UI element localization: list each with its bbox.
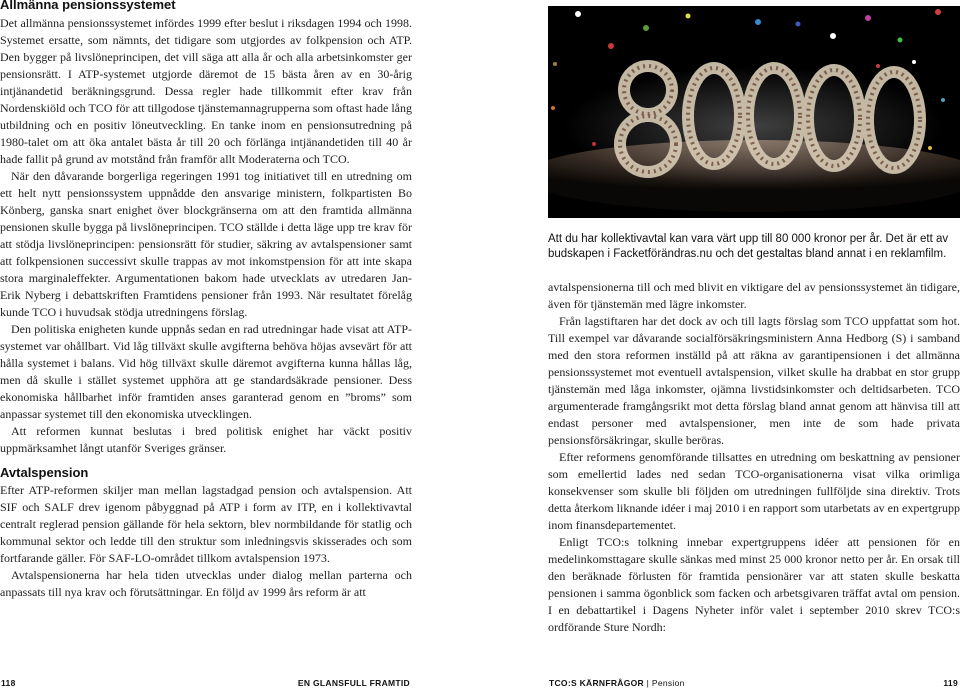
photo-caption: Att du har kollektivavtal kan vara värt upp till 80 000 kronor per år. Det är ett av budskapen i Facketförändras.nu och det gestaltas bland annat i en reklamfilm. <box>548 233 949 260</box>
paragraph: Från lagstiftaren har det dock av och till lagts förslag som TCO uppfattat som hot. Till exempel var dåvarande socialförsäkringsministern Anna Hedborg (S) i samband med den stora reformen inställd på att räkna av garantipensionen i det allmänna pensionssystemet mot eventuell avtalspension, vilket skulle ha drabbat en stor grupp tjänstemän med låga inkomster, ojämna livstidsinkomster och deltidsarbeten. TCO argumenterade framgångsrikt mot detta förslag bland annat genom att hänvisa till att endast personer med avtalspensioner, men inte de som hade privata pensionsförsäkringar, skulle beröras. <box>548 314 960 447</box>
paragraph: avtalspensionerna till och med blivit en viktigare del av pensionssystemet än tidigare, även för tjänstemän med lägre inkomster. <box>548 280 960 311</box>
running-title-separator: | <box>646 678 650 688</box>
stage-light-icon <box>575 11 581 17</box>
page-number-right: 119 <box>943 678 958 688</box>
paragraph: Att reformen kunnat beslutas i bred politisk enighet har väckt positiv uppmärksamhet långt utanför Sveriges gränser. <box>0 424 412 455</box>
paragraph: Enligt TCO:s tolkning innebar expertgruppens idéer att pensionen för en medelinkomsttagare skulle sänkas med minst 25 000 kronor netto per år. En orsak till den beräknade förlusten för framtida pensionärer var att staten skulle beskatta pensionen i samma ögonblick som facken och arbetsgivaren träffat avtal om pension. I en debattartikel i Dagens Nyheter inför valet i september 2010 skrev TCO:s ordförande Sture Nordh: <box>548 535 960 634</box>
paragraph: Det allmänna pensionssystemet infördes 1999 efter beslut i riksdagen 1994 och 1998. Systemet ersatte, som nämnts, det tidigare som utgjordes av folkpension och ATP. Den bygger på livslöneprincipen, det vill säga att alla år och alla arbetsinkomster ger pensionsrätt. I ATP-systemet utgjorde däremot de 15 bästa åren av en 30-årig intjänandetid beräkningsgrund. Dessa regler hade tillkommit efter krav från Nordenskiöld och TCO för att tillgodose tjänstemannagrupperna som oftast hade lång utbildning och en positiv löneutveckling. En tanke inom en pensionsutredning på 1980-talet om att öka antalet bästa år till 20 och förlänga intjänandetiden till 40 år hade fallit på grund av motstånd från framför allt Moderaterna och TCO. <box>0 16 412 166</box>
right-page <box>548 0 960 636</box>
running-title-left: EN GLANSFULL FRAMTID <box>297 678 410 688</box>
left-page-footer <box>0 678 412 693</box>
photo-people-forming-80000 <box>548 6 960 218</box>
running-title-right <box>549 678 685 688</box>
page-number-left: 118 <box>1 678 16 688</box>
right-page-footer <box>548 678 960 693</box>
paragraph: Efter ATP-reformen skiljer man mellan lagstadgad pension och avtalspension. Att SIF och SALF drev igenom påbyggnad på ATP i form av ITP, en i kollektivavtal centralt reglerad pension gällande för hela sektorn, blev normbildande för statlig och kommunal sektor och ledde till den struktur som inledningsvis skisserades och som fortfarande gäller. För SAF-LO-området tillkom avtalspension 1973. <box>0 483 412 565</box>
paragraph: Den politiska enigheten kunde uppnås sedan en rad utredningar hade visat att ATP-systemet var ohållbart. Vid låg tillväxt skulle avgifterna behöva höjas avsevärt för att hålla systemet i balans. Vid hög tillväxt skulle däremot avgifterna kunna hållas låg, men då skulle i stället systemet upphöra att ge standardsäkrade pensioner. Dess ekonomiska hållbarhet inför framtiden anses garanterad genom en ”broms” som anpassar systemet till den ekonomiska utvecklingen. <box>0 322 412 421</box>
section-heading-avtalspension: Avtalspension <box>0 465 89 480</box>
paragraph: Efter reformens genomförande tillsattes en utredning om beskattning av pensioner som emellertid lades ned sedan TCO-organisationerna visat vilka orimliga konsekvenser som skulle bli följden om utredningen fullföljde sina direktiv. Trots detta återkom liknande idéer i maj 2010 i en rapport som utarbetats av en expertgrupp inom finansdepartementet. <box>548 450 960 532</box>
paragraph: När den dåvarande borgerliga regeringen 1991 tog initiativet till en utredning om ett helt nytt pensionssystem uppnådde den ansvarige ministern, folkpartisten Bo Könberg, ganska snart enighet över blockgränserna om att den framtida allmänna pensionen skulle bygga på livslöneprincipen. TCO ställde i detta läge upp tre krav för att stödja livslöneprincipen: pensionsrätt för studier, säkring av avtalspensioner samt att folkpensionen successivt skulle trappas av mot inkomstpension för att inte skapa stora marginaleffekter. Argumentationen bakom hade utvecklats av utredaren Jan-Erik Nyberg i debattskriften Framtidens pensioner från 1993. När resultatet förelåg kunde TCO i huvudsak stödja utredningens förslag. <box>0 169 412 319</box>
left-page <box>0 0 412 601</box>
photo-illustration <box>548 6 960 218</box>
running-title-right-sub: Pension <box>651 678 685 688</box>
running-title-right-main: TCO:S KÄRNFRÅGOR <box>549 678 644 688</box>
paragraph: Avtalspensionerna har hela tiden utvecklas under dialog mellan parterna och anpassats till nya krav och förutsättningar. En följd av 1999 års reform är att <box>0 568 412 599</box>
section-heading-allmanna-pensionssystemet: Allmänna pensionssystemet <box>0 0 176 12</box>
